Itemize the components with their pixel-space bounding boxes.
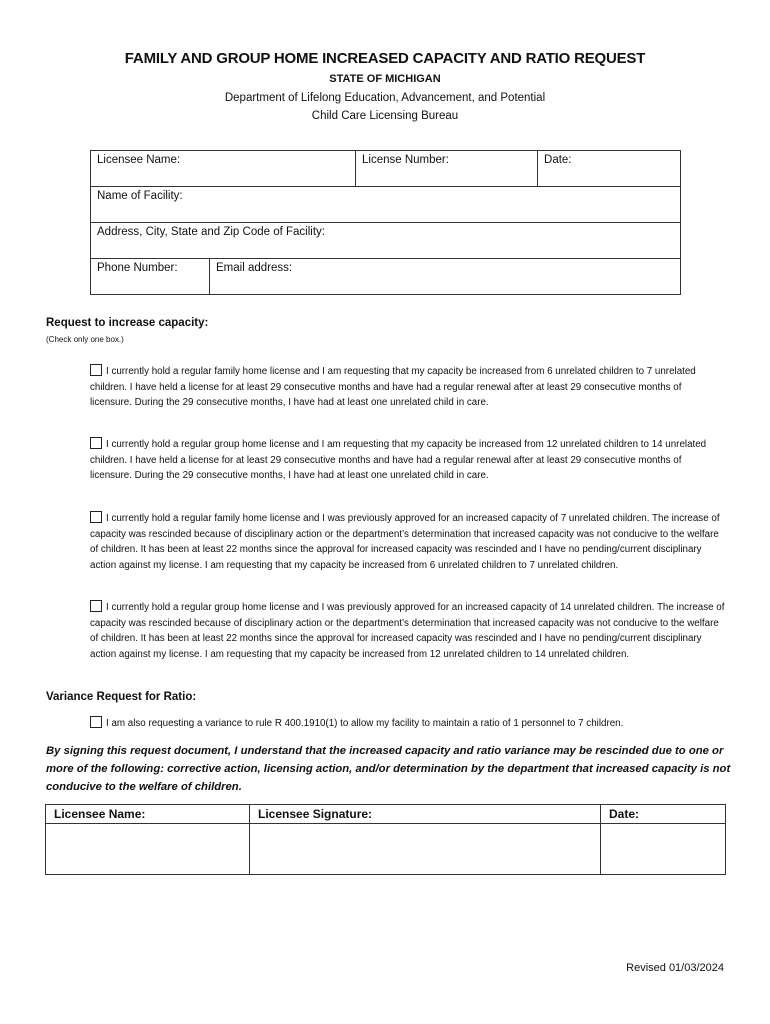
capacity-option-4-checkbox[interactable] (90, 600, 102, 612)
capacity-option-2 (90, 437, 726, 484)
capacity-option-1-checkbox[interactable] (90, 364, 102, 376)
signature-table (45, 804, 726, 875)
form-title: FAMILY AND GROUP HOME INCREASED CAPACITY AND RATIO REQUEST (124, 50, 646, 67)
variance-text: I am also requesting a variance to rule R 400.1910(1) to allow my facility to maintain a ratio of 1 personnel to 7 children. (106, 718, 624, 729)
bureau-name: Child Care Licensing Bureau (311, 110, 459, 122)
email-address-field[interactable] (210, 259, 681, 295)
department-name: Department of Lifelong Education, Advancement, and Potential (224, 92, 546, 104)
capacity-option-2-text: I currently hold a regular group home license and I am requesting that my capacity be increased from 12 unrelated children to 14 unrelated children. I have held a license for at least 29 consecutive months and have had a regular renewal after at least 29 consecutive months of licensure. During the 29 consecutive months, I have had at least one unrelated child in care. (90, 439, 707, 482)
sig-date-header: Date: (601, 805, 726, 824)
email-address-label: Email address: (216, 262, 293, 274)
capacity-option-3-text: I currently hold a regular family home license and I was previously approved for an increased capacity of 7 unrelated children. The increase of capacity was rescinded because of disciplinary action or the department’s determination that increased capacity was not conducive to the welfare of children. It has been at least 22 months since the approval for increased capacity was rescinded and I have no pending/current disciplinary action against my license. I am requesting that my capacity be increased from 6 unrelated children to 7 unrelated children. (90, 513, 720, 571)
phone-number-field[interactable] (91, 259, 210, 295)
sig-licensee-name-cell[interactable] (46, 824, 250, 875)
licensee-name-field[interactable] (91, 151, 356, 187)
license-number-field[interactable] (356, 151, 538, 187)
capacity-option-3-checkbox[interactable] (90, 511, 102, 523)
capacity-option-1 (90, 364, 726, 411)
variance-option (90, 716, 726, 732)
date-field[interactable] (538, 151, 681, 187)
licensee-info-table (90, 150, 681, 295)
acknowledgement-statement: By signing this request document, I understand that the increased capacity and ratio variance may be rescinded due to one or more of the following: corrective action, licensing action, and/or determination by the department that increased capacity is not conducive to the welfare of children. (46, 745, 731, 793)
phone-number-label: Phone Number: (97, 262, 178, 274)
sig-licensee-signature-cell[interactable] (250, 824, 601, 875)
capacity-option-4 (90, 600, 726, 662)
facility-name-field[interactable] (91, 187, 681, 223)
capacity-heading: Request to increase capacity: (46, 317, 209, 329)
licensee-name-label: Licensee Name: (97, 154, 181, 166)
facility-address-field[interactable] (91, 223, 681, 259)
capacity-option-1-text: I currently hold a regular family home license and I am requesting that my capacity be increased from 6 unrelated children to 7 unrelated children. I have held a license for at least 29 consecutive months and have had a regular renewal after at least 29 consecutive months of licensure. During the 29 consecutive months, I have had at least one unrelated child in care. (90, 366, 696, 409)
facility-address-label: Address, City, State and Zip Code of Facility: (97, 226, 325, 238)
capacity-option-2-checkbox[interactable] (90, 437, 102, 449)
sig-licensee-name-header: Licensee Name: (46, 805, 250, 824)
facility-name-label: Name of Facility: (97, 190, 183, 202)
capacity-note: (Check only one box.) (46, 335, 124, 344)
revised-date: Revised 01/03/2024 (626, 962, 724, 974)
date-label: Date: (544, 154, 572, 166)
sig-licensee-signature-header: Licensee Signature: (250, 805, 601, 824)
license-number-label: License Number: (362, 154, 449, 166)
variance-checkbox[interactable] (90, 716, 102, 728)
state-name: STATE OF MICHIGAN (329, 73, 441, 85)
variance-heading: Variance Request for Ratio: (46, 691, 197, 703)
sig-date-cell[interactable] (601, 824, 726, 875)
capacity-option-4-text: I currently hold a regular group home license and I was previously approved for an increased capacity of 14 unrelated children. The increase of capacity was rescinded because of disciplinary action or the department’s determination that increased capacity was not conducive to the welfare of children. It has been at least 22 months since the approval for increased capacity was rescinded and I have no pending/current disciplinary action against my license. I am requesting that my capacity be increased from 12 unrelated children to 14 unrelated children. (90, 602, 725, 660)
capacity-option-3 (90, 511, 726, 573)
